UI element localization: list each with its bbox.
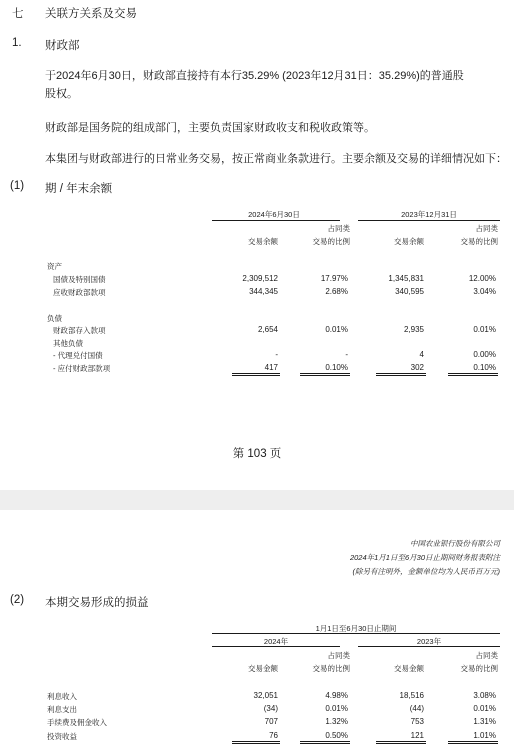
cell-pct: 3.08% (473, 691, 496, 700)
pct-header-l1: 占同类 (327, 224, 350, 233)
row-label: 其他负债 (53, 339, 83, 348)
total-rule (376, 741, 426, 744)
cell-amount: 2,309,512 (242, 274, 278, 283)
total-rule (300, 741, 350, 744)
cell-amount: 32,051 (253, 691, 278, 700)
page-gap (0, 490, 514, 510)
cell-pct: 1.01% (473, 731, 496, 740)
total-rule (448, 741, 498, 744)
pct-header-l1: 占同类 (475, 651, 498, 660)
paragraph-3: 本集团与财政部进行的日常业务交易，按正常商业条款进行。主要余额及交易的详细情况如下： (45, 153, 507, 165)
row-label: 国债及特别国债 (53, 275, 106, 284)
pct-header-l2: 交易的比例 (460, 237, 498, 246)
cell-pct: 17.97% (320, 274, 348, 283)
year-rule-2023 (358, 646, 500, 647)
header-report-title: 2024年1月1日至6月30日止期间财务报表附注 (349, 553, 500, 562)
page-number: 第 103 页 (232, 448, 282, 460)
row-label: - 应付财政部款项 (53, 364, 111, 373)
cell-amount: 76 (269, 731, 278, 740)
header-company: 中国农业银行股份有限公司 (410, 539, 500, 548)
pct-header-l2: 交易的比例 (312, 664, 350, 673)
header-rule-2024 (212, 220, 340, 221)
pct-header-l1: 占同类 (475, 224, 498, 233)
row-label: 手续费及佣金收入 (47, 718, 107, 727)
cell-pct: 0.01% (325, 325, 348, 334)
cell-amount: (44) (409, 704, 424, 713)
cell-amount: 2,654 (257, 325, 278, 334)
row-label: 应收财政部款项 (53, 288, 106, 297)
assets-heading: 资产 (47, 262, 62, 271)
cell-pct: 0.01% (325, 704, 348, 713)
subsection-title: 财政部 (45, 40, 80, 52)
cell-amount: 344,345 (249, 287, 278, 296)
cell-pct: - (345, 350, 348, 359)
section-title: 关联方关系及交易 (45, 8, 137, 20)
subsection-number: 1. (12, 37, 22, 49)
subsection-2-number: (2) (10, 594, 25, 606)
section-number: 七 (12, 8, 24, 20)
cell-pct: 4.98% (325, 691, 348, 700)
cell-pct: 0.00% (473, 350, 496, 359)
amount-header: 交易金额 (394, 664, 424, 673)
period-header-2023: 2023年12月31日 (401, 210, 457, 219)
period-header-2024: 2024年6月30日 (248, 210, 300, 219)
cell-amount: 340,595 (395, 287, 424, 296)
cell-amount: 1,345,831 (388, 274, 424, 283)
cell-pct: 2.68% (325, 287, 348, 296)
subsection-1a-number: (1) (10, 180, 25, 192)
cell-amount: 753 (410, 717, 424, 726)
subsection-1a-title: 期 / 年末余额 (45, 183, 113, 195)
total-rule (376, 373, 426, 376)
cell-amount: 121 (410, 731, 424, 740)
cell-pct: 1.31% (473, 717, 496, 726)
amount-header: 交易余额 (394, 237, 424, 246)
cell-pct: 0.10% (325, 363, 348, 372)
cell-amount: (34) (263, 704, 278, 713)
cell-amount: 417 (264, 363, 278, 372)
paragraph-2: 财政部是国务院的组成部门，主要负责国家财政收支和税收政策等。 (45, 122, 375, 134)
cell-amount: 707 (264, 717, 278, 726)
year-rule-2024 (212, 646, 340, 647)
row-label: 投资收益 (47, 732, 77, 741)
paragraph-1-line-1: 于2024年6月30日，财政部直接持有本行35.29% (2023年12月31日：35.29%)的普通股 (45, 70, 464, 82)
cell-pct: 12.00% (468, 274, 496, 283)
cell-amount: 2,935 (403, 325, 424, 334)
paragraph-1-line-2: 股权。 (45, 88, 78, 100)
cell-pct: 0.50% (325, 731, 348, 740)
row-label: 利息收入 (47, 692, 77, 701)
amount-header: 交易金额 (248, 664, 278, 673)
cell-pct: 1.32% (325, 717, 348, 726)
row-label: 财政部存入款项 (53, 326, 106, 335)
cell-pct: 0.10% (473, 363, 496, 372)
year-header-2024: 2024年 (263, 637, 289, 646)
cell-pct: 3.04% (473, 287, 496, 296)
cell-amount: 18,516 (399, 691, 424, 700)
total-rule (232, 373, 280, 376)
total-rule (300, 373, 350, 376)
row-label: 利息支出 (47, 705, 77, 714)
pct-header-l1: 占同类 (327, 651, 350, 660)
row-label: - 代理兑付国债 (53, 351, 103, 360)
cell-amount: 302 (410, 363, 424, 372)
cell-amount: 4 (419, 350, 424, 359)
amount-header: 交易余额 (248, 237, 278, 246)
total-rule (448, 373, 498, 376)
liabilities-heading: 负债 (47, 314, 62, 323)
header-rule-2023 (358, 220, 500, 221)
pct-header-l2: 交易的比例 (312, 237, 350, 246)
subsection-2-title: 本期交易形成的损益 (45, 597, 149, 609)
span-rule (212, 633, 500, 634)
year-header-2023: 2023年 (416, 637, 442, 646)
cell-amount: - (275, 350, 278, 359)
cell-pct: 0.01% (473, 325, 496, 334)
pct-header-l2: 交易的比例 (460, 664, 498, 673)
header-unit-note: (除另有注明外，金额单位均为人民币百万元) (352, 567, 500, 576)
span-header: 1月1日至6月30日止期间 (315, 624, 397, 633)
cell-pct: 0.01% (473, 704, 496, 713)
total-rule (232, 741, 280, 744)
